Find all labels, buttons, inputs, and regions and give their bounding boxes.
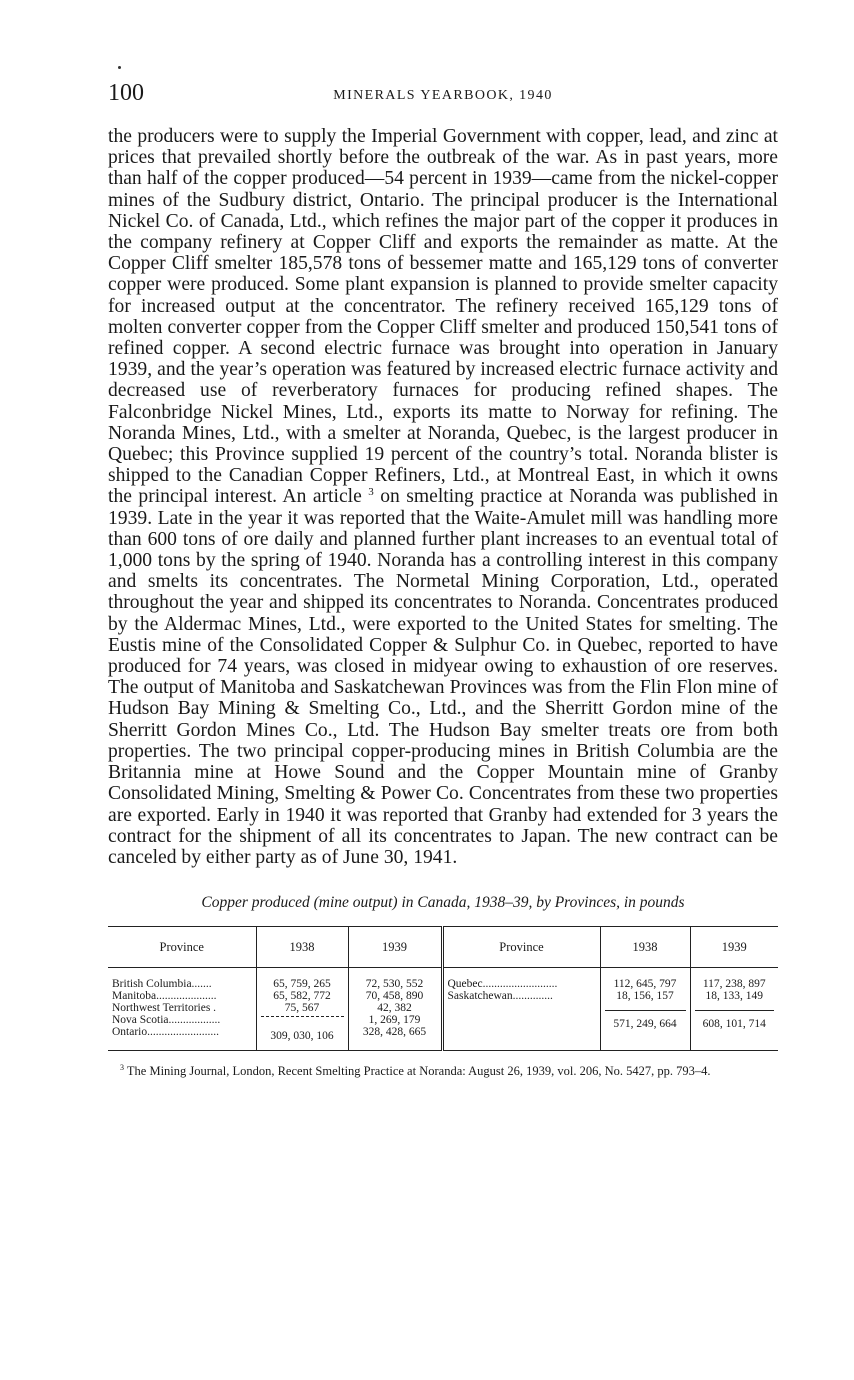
value-cell: 75, 567 [284,1002,320,1015]
value-cell: 42, 382 [377,1002,412,1015]
page-header [108,62,778,104]
page [108,62,778,1079]
body-paragraph [108,126,778,868]
left-1938-column [256,968,348,1051]
value-cell: 328, 428, 665 [362,1026,427,1039]
value-cell: 117, 238, 897 [702,978,766,991]
total-1938: 571, 249, 664 [605,1010,686,1030]
province-name: Northwest Territories . [112,1002,217,1015]
value-cell: 65, 582, 772 [273,990,331,1003]
running-title: MINERALS YEARBOOK, 1940 [333,88,553,103]
value-cell: 65, 759, 265 [273,978,331,991]
col-header-1938: 1938 [256,927,348,968]
footnote [108,1065,778,1079]
value-cell: 18, 156, 157 [616,990,674,1003]
footnote-text: The Mining Journal, London, Recent Smelting Practice at Noranda: August 26, 1939, vol. 206, No. 5427, pp. 793–4. [126,1064,711,1079]
col-header-province-2: Province [442,927,600,968]
total-1939: 608, 101, 714 [695,1010,775,1030]
table-body-row [108,968,778,1051]
table-caption: Copper produced (mine output) in Canada, 1938–39, by Provinces, in pounds [201,894,685,912]
body-text-part1: the producers were to supply the Imperial Government with copper, lead, and zinc at prices that prevailed shortly before the outbreak of the war. As in past years, more than half of the copper produced—54 percent in 1939—came from the nickel-copper mines of the Sudbury district, Ontario. The principal producer is the International Nickel Co. of Canada, Ltd., which refines the major part of the copper it produces in the company refinery at Copper Cliff and exports the remainder as matte. At the Copper Cliff smelter 185,578 tons of bessemer matte and 165,129 tons of converter copper were produced. Some plant expansion is planned to provide smelter capacity for increased output at the concentrator. The refinery received 165,129 tons of molten converter copper from the Copper Cliff smelter and produced 150,541 tons of refined copper. A second electric furnace was brought into operation in January 1939, and the year’s operation was featured by increased electric furnace activity and decreased use of reverberatory furnaces for producing refined shapes. The Falconbridge Nickel Mines, Ltd., exports its matte to Norway for refining. The Noranda Mines, Ltd., with a smelter at Noranda, Quebec, is the largest producer in Quebec; this Province supplied 19 percent of the country’s total. Noranda blister is shipped to the Canadian Copper Refiners, Ltd., at Montreal East, in which it owns the principal interest. An article [108,126,778,508]
value-cell: 18, 133, 149 [705,990,763,1003]
province-name: British Columbia....... [112,978,212,991]
province-name: Ontario......................... [112,1026,220,1039]
province-name: Saskatchewan.............. [447,990,553,1003]
province-name: Manitoba..................... [112,990,217,1003]
value-cell: 309, 030, 106 [270,1030,334,1043]
value-cell [261,1016,344,1030]
right-province-column [442,968,600,1051]
col-header-1939: 1939 [348,927,442,968]
value-cell: 1, 269, 179 [368,1014,421,1027]
body-text-part2: on smelting practice at Noranda was published in 1939. Late in the year it was reported that the Waite-Amulet mill was handling more than 600 tons of ore daily and planned further plant increases to an eventual total of 1,000 tons by the spring of 1940. Noranda has a controlling interest in this company and smelts its concentrates. The Normetal Mining Corporation, Ltd., operated throughout the year and shipped its concentrates to Noranda. Concentrates produced by the Aldermac Mines, Ltd., were exported to the United States for smelting. The Eustis mine of the Consolidated Copper & Sulphur Co. in Quebec, reported to have produced for 74 years, was closed in midyear owing to exhaustion of ore reserves. The output of Manitoba and Saskatchewan Provinces was from the Flin Flon mine of Hudson Bay Mining & Smelting Co., Ltd., and the Sherritt Gordon mine of the Sherritt Gordon Mines Co., Ltd. The Hudson Bay smelter treats ore from both properties. The two principal copper-producing mines in British Columbia are the Britannia mine at Howe Sound and the Copper Mountain mine of Granby Consolidated Mining, Smelting & Power Co. Concentrates from these two properties are exported. Early in 1940 it was reported that Granby had extended for 3 years the contract for the shipment of all its concentrates to Japan. The new contract can be canceled by either party as of June 30, 1941. [108,486,779,868]
province-name: Nova Scotia.................. [112,1014,221,1027]
right-1939-column [690,968,778,1051]
col-header-1939-2: 1939 [690,927,778,968]
col-header-province: Province [108,927,256,968]
right-1938-column [600,968,690,1051]
table-header-row [108,927,778,968]
province-name: Quebec.......................... [447,978,558,991]
left-province-column [108,968,256,1051]
value-cell: 70, 458, 890 [365,990,424,1003]
footnote-marker: 3 [120,1063,124,1073]
copper-production-table [108,926,778,1051]
page-number: 100 [108,80,144,106]
footnote-reference: 3 [368,486,374,499]
col-header-1938-2: 1938 [600,927,690,968]
value-cell: 112, 645, 797 [613,978,677,991]
value-cell: 72, 530, 552 [365,978,424,991]
left-1939-column [348,968,442,1051]
